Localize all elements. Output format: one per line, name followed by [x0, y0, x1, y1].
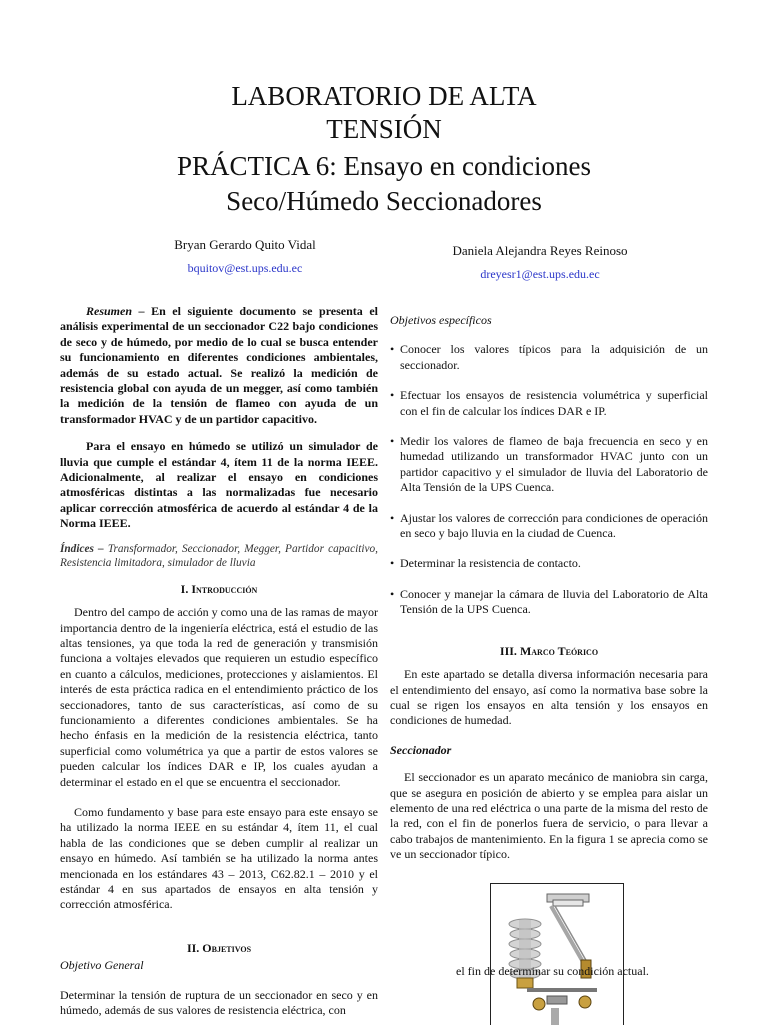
- section-2-heading: [60, 941, 378, 956]
- index-terms: [60, 542, 378, 570]
- author-2-email[interactable]: dreyesr1@est.ups.edu.ec: [480, 267, 600, 281]
- framework-paragraph-1: En este apartado se detalla diversa información necesaria para el entendimiento del ensayo, así como la normativa base sobre la cual se rigen los ensayos en alta tensión y los ensayos en condiciones de humedad.: [390, 667, 708, 728]
- list-item: • Medir los valores de flameo de baja frecuencia en seco y en humedad utilizando un transformador HVAC junto con un partidor capacitivo y el simulador de lluvia del Laboratorio de Alta Tensión de la UPS Cuenca.: [390, 434, 708, 496]
- intro-paragraph-1: Dentro del campo de acción y como una de las ramas de mayor importancia dentro de la ingeniería eléctrica, está el estudio de las altas tensiones, ya que toda la red de generación y transmisión funciona a voltajes elevados que requieren un estudio específico en cuanto a cálculos, mediciones, protecciones y aislamientos. El interés de esta práctica radica en el entendimiento práctico de los seccionadores, tanto de sus características, así como de su funcionamiento a diferentes condiciones ambientales. Se ha hecho énfasis en la medición de la resistencia eléctrica, tanto superficial como volumétrica ya que a partir de estos valores se pueden calcular los índices DAR e IP, los cuales ayudan a determinar el estado en el que se encuentra el seccionador.: [60, 605, 378, 789]
- section-2-title: Objetivos: [202, 940, 252, 955]
- general-objective-text: Determinar la tensión de ruptura de un seccionador en seco y en húmedo, además de sus valores de resistencia eléctrica, con: [60, 987, 378, 1018]
- section-2-number: II.: [186, 940, 203, 955]
- specific-objectives-list: [390, 342, 708, 617]
- practice-title: [0, 149, 768, 219]
- abstract-paragraph-1: [60, 304, 378, 427]
- list-item: • Conocer y manejar la cámara de lluvia del Laboratorio de Alta Tensión de la UPS Cuenca.: [390, 587, 708, 618]
- document-title: [0, 80, 768, 146]
- list-item: • Efectuar los ensayos de resistencia volumétrica y superficial con el fin de calcular los índices DAR e IP.: [390, 388, 708, 419]
- abstract-lead: Resumen: [86, 304, 133, 318]
- section-3-heading: [390, 644, 708, 659]
- section-3-title: Marco Teórico: [519, 643, 599, 658]
- abstract-text-1: – En el siguiente documento se presenta el análisis experimental de un seccionador C22 bajo condiciones de seco y de húmedo, por medio de lo cual se busca entender su funcionamiento en diferentes condiciones ambientales, además de su estado actual. Se realizó la medición de resistencia global con ayuda de un megger, así como también la medición de la tensión de flameo con ayuda de un transformador HVAC y de un partidor capacitivo.: [60, 304, 378, 426]
- disconnector-illustration: [491, 884, 623, 1025]
- author-1-name: Bryan Gerardo Quito Vidal: [174, 237, 316, 252]
- index-terms-text: Transformador, Seccionador, Megger, Partidor capacitivo, Resistencia limitadora, simulador de lluvia: [60, 542, 378, 569]
- section-1-number: I.: [180, 581, 192, 596]
- author-1: [130, 237, 360, 276]
- disconnector-figure: [490, 883, 624, 1025]
- list-item: • Determinar la resistencia de contacto.: [390, 556, 708, 571]
- list-item: • Ajustar los valores de corrección para condiciones de operación en seco y bajo lluvia en la ciudad de Cuenca.: [390, 511, 708, 542]
- intro-paragraph-2: Como fundamento y base para este ensayo para este ensayo se ha utilizado la norma IEEE en su estándar 4, ítem 11, el cual habla de las condiciones que se deben cumplir al realizar un ensayo en húmedo. Así también se ha utilizado la norma antes mencionada en los estándares 43 – 2013, C62.82.1 – 2010 y el estándar 4 en sus apartados de ensayos en alta tensión y corrección atmosférica.: [60, 804, 378, 912]
- abstract-paragraph-2: Para el ensayo en húmedo se utilizó un simulador de lluvia que cumple el estándar 4, ítem 11 de la norma IEEE. Adicionalmente, al realizar el ensayo en condiciones atmosféricas distintas a las normalizadas fue necesario aplicar corrección atmosférica de acuerdo al estándar 4 de la Norma IEEE.: [60, 439, 378, 531]
- framework-paragraph-2: El seccionador es un aparato mecánico de maniobra sin carga, que se asegura en posición de abierto y se emplea para aislar un elemento de una red eléctrica o una parte de la misma del resto de la red, con el fin de ponerlos fuera de servicio, o para llevar a cabo trabajos de mantenimiento. En la figura 1 se aprecia como se ve un seccionador típico.: [390, 770, 708, 862]
- specific-objectives-label: Objetivos específicos: [390, 313, 492, 327]
- title-line-1: LABORATORIO DE ALTA: [231, 81, 537, 111]
- right-column: [390, 313, 708, 863]
- section-3-number: III.: [499, 643, 520, 658]
- section-1-title: Introducción: [191, 581, 258, 596]
- left-column: [60, 304, 378, 1018]
- author-2: [415, 243, 665, 282]
- title-line-4: Seco/Húmedo Seccionadores: [226, 186, 542, 216]
- title-line-3: PRÁCTICA 6: Ensayo en condiciones: [177, 151, 591, 181]
- author-2-name: Daniela Alejandra Reyes Reinoso: [452, 243, 628, 258]
- continuation-text: el fin de determinar su condición actual.: [456, 964, 649, 978]
- general-objective-label: Objetivo General: [60, 958, 144, 973]
- section-1-heading: [60, 582, 378, 599]
- author-1-email[interactable]: bquitov@est.ups.edu.ec: [187, 261, 303, 275]
- list-item: • Conocer los valores típicos para la adquisición de un seccionador.: [390, 342, 708, 373]
- title-line-2: TENSIÓN: [326, 114, 442, 144]
- index-terms-lead: Índices –: [60, 542, 104, 555]
- disconnector-subheading: Seccionador: [390, 742, 452, 757]
